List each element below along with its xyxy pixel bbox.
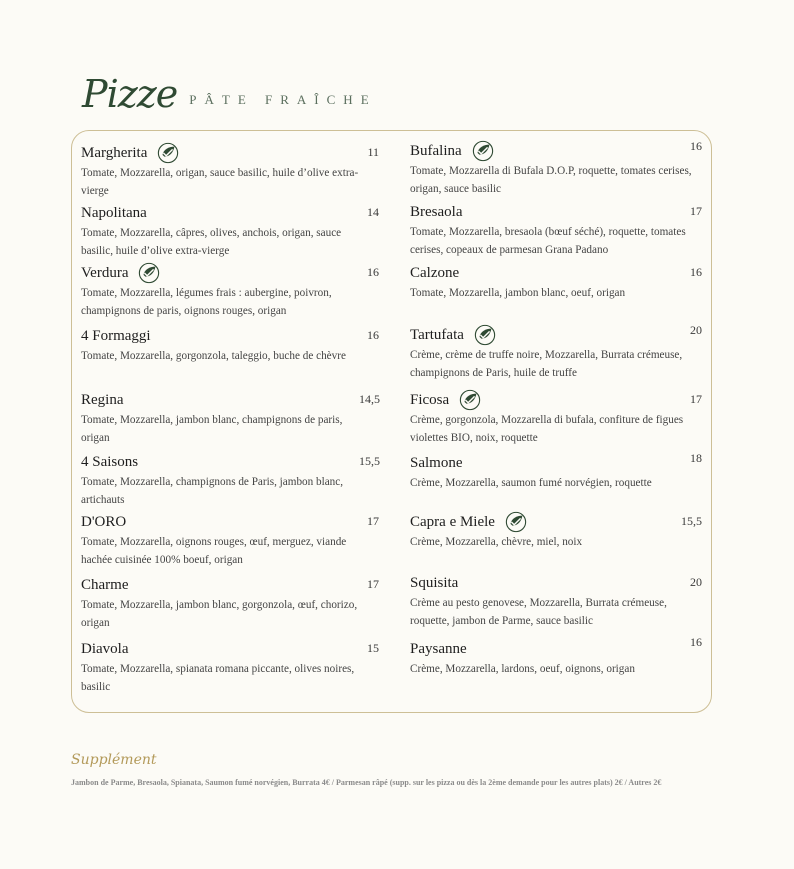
- menu-item-price: 16: [690, 139, 702, 153]
- menu-item: [410, 635, 702, 678]
- menu-item-description: Crème, Mozzarella, lardons, oeuf, oignons, origan: [410, 663, 635, 675]
- menu-item-header: [410, 573, 700, 593]
- menu-item-header: [81, 203, 371, 223]
- menu-item-header: [81, 143, 371, 163]
- menu-item: [81, 512, 379, 569]
- menu-item-price: 11: [367, 145, 379, 159]
- menu-item-header: [81, 575, 371, 595]
- menu-item-description: Crème, Mozzarella, saumon fumé norvégien, roquette: [410, 477, 652, 489]
- menu-item-name: 4 Formaggi: [81, 327, 151, 344]
- menu-item-description: Crème, crème de truffe noire, Mozzarella, Burrata crémeuse, champignons de Paris, huile de truffe: [410, 349, 683, 379]
- menu-item-name: Salmone: [410, 454, 463, 471]
- supplement-title: Supplément: [71, 752, 157, 768]
- menu-item-description: Crème, gorgonzola, Mozzarella di bufala, confiture de figues violettes BIO, noix, roquette: [410, 414, 684, 444]
- menu-item-price: 18: [690, 451, 702, 465]
- menu-item-description: Tomate, Mozzarella, légumes frais : aubergine, poivron, champignons de paris, oignons rouges, origan: [81, 287, 332, 317]
- menu-item: [81, 263, 379, 320]
- menu-item-header: [81, 263, 371, 283]
- menu-item: [410, 512, 700, 551]
- menu-item: [81, 390, 380, 447]
- menu-item-price: 16: [690, 265, 702, 279]
- menu-item-name: 4 Saisons: [81, 453, 139, 470]
- menu-item-price: 20: [690, 575, 702, 589]
- menu-item-name: Calzone: [410, 264, 460, 281]
- menu-item-description: Tomate, Mozzarella, gorgonzola, taleggio, buche de chèvre: [81, 350, 346, 362]
- menu-item-header: [410, 453, 700, 473]
- menu-item-name: Tartufata: [410, 326, 464, 343]
- menu-item: [81, 203, 379, 260]
- menu-item-description: Crème, Mozzarella, chèvre, miel, noix: [410, 536, 583, 548]
- leaf-check-icon: [138, 262, 160, 284]
- menu-item-header: [410, 141, 700, 161]
- menu-item-name: Bresaola: [410, 203, 463, 220]
- menu-item: [81, 143, 379, 200]
- menu-item-name: Capra e Miele: [410, 513, 495, 530]
- leaf-check-icon: [157, 142, 179, 164]
- menu-item-price: 17: [367, 514, 379, 528]
- menu-item: [410, 263, 700, 302]
- menu-item-header: [410, 639, 700, 659]
- menu-item-name: Ficosa: [410, 391, 450, 408]
- leaf-check-icon: [505, 511, 527, 533]
- menu-item-header: [81, 390, 371, 410]
- menu-item-description: Tomate, Mozzarella di Bufala D.O.P, roquette, tomates cerises, origan, sauce basilic: [410, 165, 692, 195]
- menu-item-description: Tomate, Mozzarella, champignons de Paris, jambon blanc, artichauts: [81, 476, 344, 506]
- menu-item-description: Tomate, Mozzarella, bresaola (bœuf séché), roquette, tomates cerises, copeaux de parmesan Grana Padano: [410, 226, 686, 256]
- leaf-check-icon: [459, 389, 481, 411]
- menu-item-header: [81, 326, 371, 346]
- menu-item-header: [410, 390, 700, 410]
- menu-item-name: Charme: [81, 576, 129, 593]
- supplement-text: Jambon de Parme, Bresaola, Spianata, Saumon fumé norvégien, Burrata 4€ / Parmesan râpé (supp. sur les pizza ou dès la 2ème demande pour les autres plats) 2€ / Autres 2€: [71, 778, 662, 787]
- menu-item-name: Margherita: [81, 144, 148, 161]
- menu-item: [410, 202, 700, 259]
- menu-item: [410, 453, 700, 492]
- menu-item-price: 16: [367, 328, 379, 342]
- menu-item-name: Squisita: [410, 574, 459, 591]
- menu-item-price: 15: [367, 641, 379, 655]
- menu-item-price: 14: [367, 205, 379, 219]
- menu-item-name: Napolitana: [81, 204, 147, 221]
- menu-item: [81, 639, 379, 696]
- menu-item-price: 17: [367, 577, 379, 591]
- menu-item: [81, 575, 379, 632]
- menu-item-name: Paysanne: [410, 640, 467, 657]
- menu-title: Pizze: [82, 72, 178, 116]
- menu-item: [81, 326, 379, 365]
- menu-item-price: 15,5: [681, 514, 702, 528]
- menu-item-name: Diavola: [81, 640, 129, 657]
- leaf-check-icon: [474, 324, 496, 346]
- menu-item-header: [410, 512, 700, 532]
- menu-item-header: [81, 639, 371, 659]
- menu-item-description: Tomate, Mozzarella, jambon blanc, gorgonzola, œuf, chorizo, origan: [81, 599, 358, 629]
- menu-item-description: Tomate, Mozzarella, jambon blanc, oeuf, origan: [410, 287, 626, 299]
- menu-item: [410, 141, 700, 198]
- menu-item-description: Tomate, Mozzarella, spianata romana piccante, olives noires, basilic: [81, 663, 355, 693]
- menu-item-header: [81, 512, 371, 532]
- menu-item-name: Verdura: [81, 264, 129, 281]
- menu-item-description: Tomate, Mozzarella, câpres, olives, anchois, origan, sauce basilic, huile d’olive extra-vierge: [81, 227, 342, 257]
- menu-item-name: Regina: [81, 391, 124, 408]
- menu-item: [81, 452, 380, 509]
- menu-item-name: Bufalina: [410, 142, 462, 159]
- menu-item-price: 20: [690, 323, 702, 337]
- menu-item-price: 17: [690, 204, 702, 218]
- menu-item-header: [410, 325, 700, 345]
- menu-item: [410, 325, 700, 382]
- menu-item-price: 15,5: [359, 454, 380, 468]
- menu-item-description: Crème au pesto genovese, Mozzarella, Burrata crémeuse, roquette, jambon de Parme, sauce basilic: [410, 597, 667, 627]
- menu-item-price: 14,5: [359, 392, 380, 406]
- menu-item-description: Tomate, Mozzarella, jambon blanc, champignons de paris, origan: [81, 414, 343, 444]
- menu-item-header: [410, 263, 700, 283]
- menu-subtitle: PÂTE FRAÎCHE: [189, 92, 377, 107]
- menu-item-price: 16: [367, 265, 379, 279]
- leaf-check-icon: [472, 140, 494, 162]
- menu-item-description: Tomate, Mozzarella, origan, sauce basilic, huile d’olive extra-vierge: [81, 167, 359, 197]
- menu-item: [410, 573, 700, 630]
- menu-item-header: [81, 452, 371, 472]
- menu-item-header: [410, 202, 700, 222]
- menu-item-price: 17: [690, 392, 702, 406]
- menu-item-name: D'ORO: [81, 513, 127, 530]
- menu-item-description: Tomate, Mozzarella, oignons rouges, œuf, merguez, viande hachée cuisinée 100% boeuf, origan: [81, 536, 347, 566]
- menu-item-price: 16: [690, 635, 702, 649]
- menu-item: [410, 390, 700, 447]
- menu-header: [82, 74, 377, 114]
